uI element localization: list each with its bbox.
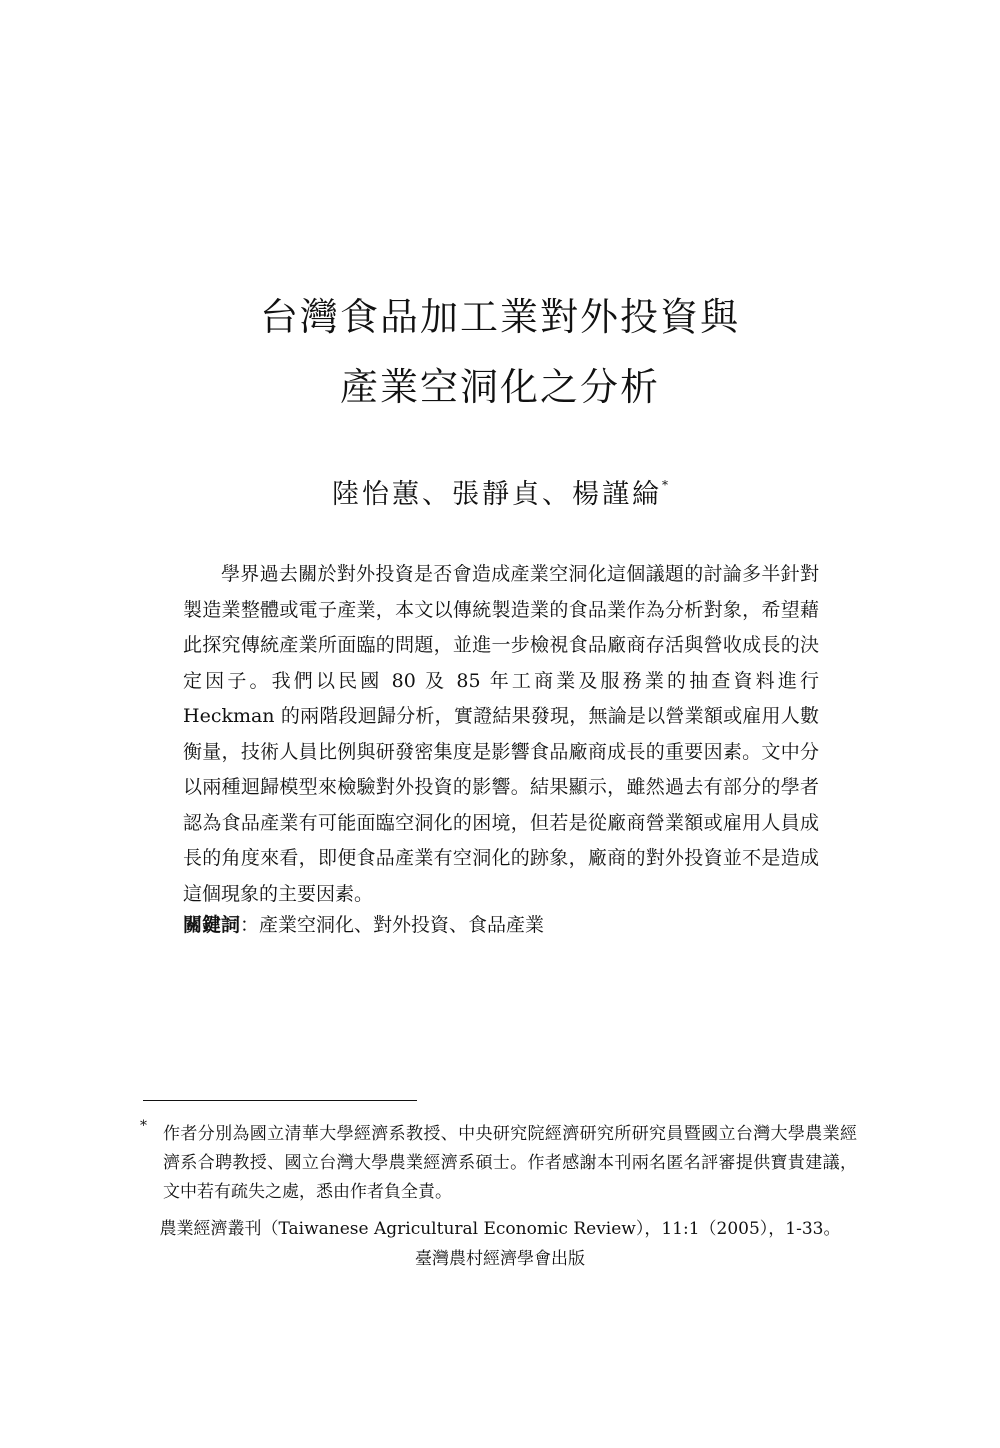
journal-citation: 農業經濟叢刊（Taiwanese Agricultural Economic Review），11:1（2005），1-33。 xyxy=(159,1219,841,1239)
paper-title-line-1: 台灣食品加工業對外投資與 xyxy=(259,295,740,339)
paper-title-line-2: 產業空洞化之分析 xyxy=(339,365,660,409)
author-names: 陸怡蕙、張靜貞、楊謹綸 xyxy=(332,479,662,510)
author-footnote-mark: * xyxy=(662,478,668,492)
keywords-label: 關鍵詞 xyxy=(183,914,241,936)
keywords-terms: 產業空洞化、對外投資、食品產業 xyxy=(259,914,545,936)
keywords-separator: ： xyxy=(240,914,260,936)
abstract-paragraph: 學界過去關於對外投資是否會造成產業空洞化這個議題的討論多半針對製造業整體或電子產業，本文以傳統製造業的食品業作為分析對象，希望藉此探究傳統產業所面臨的問題，並進一步檢視食品廠商存活與營收成長的決定因子。我們以民國 80 及 85 年工商業及服務業的抽查資料進行 Heckman 的兩階段迴歸分析，實證結果發現，無論是以營業額或雇用人數衡量，技術人員比例與研發密集度是影響食品廠商成長的重要因素。文中分以兩種迴歸模型來檢驗對外投資的影響。結果顯示，雖然過去有部分的學者認為食品產業有可能面臨空洞化的困境，但若是從廠商營業額或雇用人員成長的角度來看，即便食品產業有空洞化的跡象，廠商的對外投資並不是造成這個現象的主要因素。 xyxy=(183,563,819,905)
keywords-line xyxy=(183,914,544,937)
author-list xyxy=(0,478,1000,510)
footnote-mark: * xyxy=(140,1118,147,1134)
publisher-line: 臺灣農村經濟學會出版 xyxy=(415,1249,585,1269)
footnote-text: 作者分別為國立清華大學經濟系教授、中央研究院經濟研究所研究員暨國立台灣大學農業經濟系合聘教授、國立台灣大學農業經濟系碩士。作者感謝本刊兩名匿名評審提供寶貴建議，文中若有疏失之處，悉由作者負全責。 xyxy=(163,1124,857,1202)
footnote-divider xyxy=(143,1100,417,1101)
